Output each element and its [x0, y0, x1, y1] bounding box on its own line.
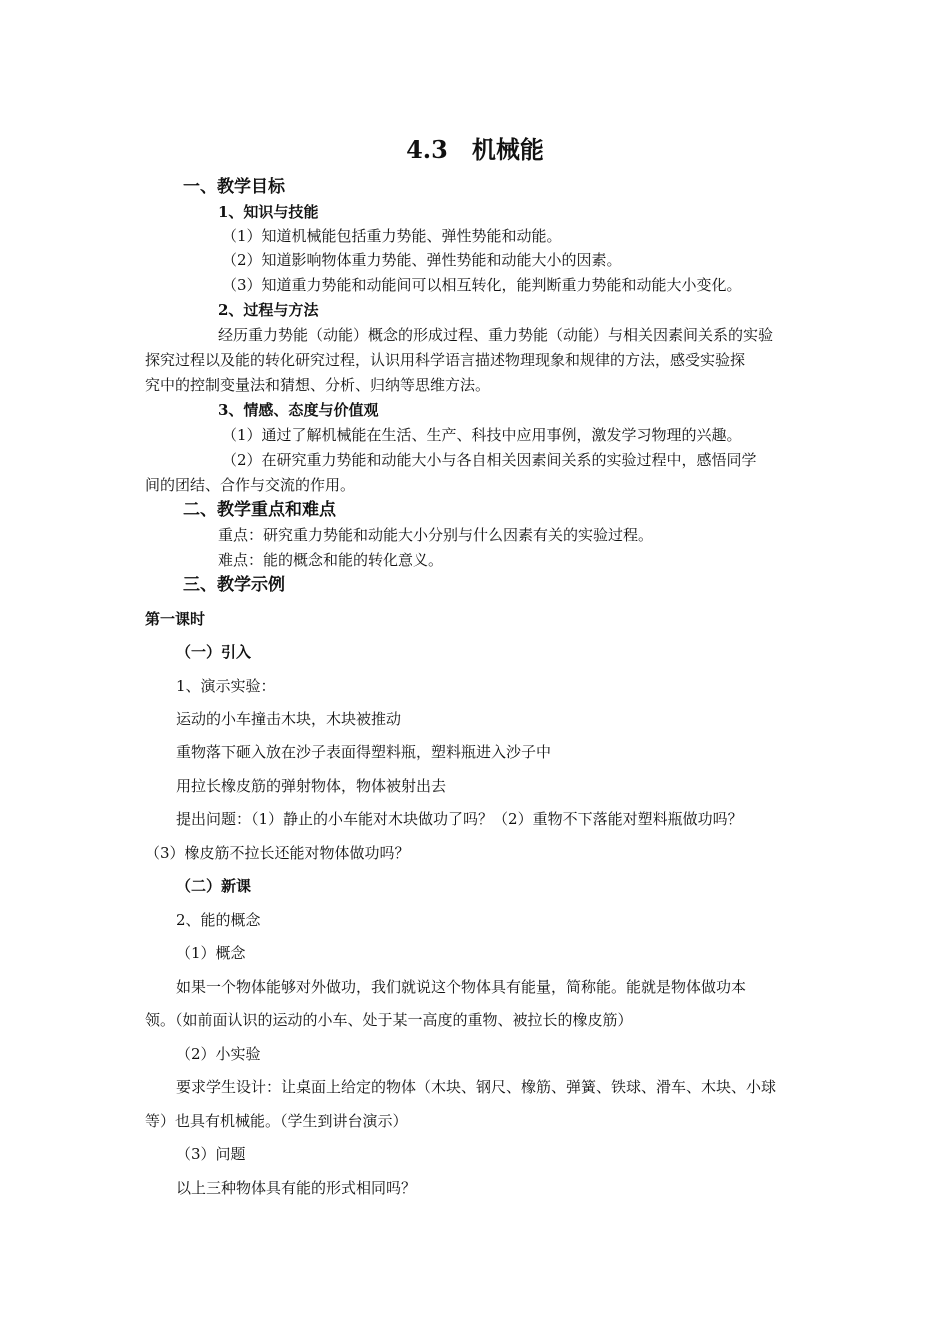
demo-item-1: 运动的小车撞击木块，木块被推动 [176, 710, 402, 728]
difficult-point: 难点：能的概念和能的转化意义。 [218, 551, 444, 569]
knowledge-item-3: （3）知道重力势能和动能间可以相互转化，能判断重力势能和动能大小变化。 [222, 276, 742, 294]
key-point: 重点：研究重力势能和动能大小分别与什么因素有关的实验过程。 [218, 526, 654, 544]
attitude-item-2-line-1: （2）在研究重力势能和动能大小与各自相关因素间关系的实验过程中，感悟同学 [222, 451, 757, 469]
process-paragraph-line-1: 经历重力势能（动能）概念的形成过程、重力势能（动能）与相关因素间关系的实验 [218, 326, 774, 344]
section-2-heading: 二、教学重点和难点 [183, 500, 336, 520]
page-title: 4.3 机械能 [406, 135, 544, 164]
demo-item-2: 重物落下砸入放在沙子表面得塑料瓶，塑料瓶进入沙子中 [176, 743, 552, 761]
demo-heading: 1、演示实验： [176, 677, 276, 695]
experiment-paragraph-line-1: 要求学生设计：让桌面上给定的物体（木块、钢尺、橡筋、弹簧、铁球、滑车、木块、小球 [176, 1078, 777, 1096]
attitude-item-2-line-2: 间的团结、合作与交流的作用。 [145, 476, 356, 494]
section-3-heading: 三、教学示例 [183, 575, 285, 595]
section-1-heading: 一、教学目标 [183, 177, 285, 197]
intro-heading: （一）引入 [176, 643, 252, 661]
knowledge-item-2: （2）知道影响物体重力势能、弹性势能和动能大小的因素。 [222, 251, 622, 269]
subsection-attitude-heading: 3、情感、态度与价值观 [218, 401, 379, 419]
subsection-process-heading: 2、过程与方法 [218, 301, 319, 319]
energy-concept-heading: 2、能的概念 [176, 911, 261, 929]
concept-paragraph-line-1: 如果一个物体能够对外做功，我们就说这个物体具有能量，简称能。能就是物体做功本 [176, 978, 747, 996]
process-paragraph-line-3: 究中的控制变量法和猜想、分析、归纳等思维方法。 [145, 376, 491, 394]
question-line-1: 提出问题：（1）静止的小车能对木块做功了吗？（2）重物不下落能对塑料瓶做功吗？ [176, 810, 743, 828]
question-paragraph: 以上三种物体具有能的形式相同吗？ [176, 1179, 417, 1197]
experiment-subheading: （2）小实验 [176, 1045, 261, 1063]
lesson-heading: 第一课时 [145, 610, 206, 628]
experiment-paragraph-line-2: 等）也具有机械能。（学生到讲台演示） [145, 1112, 408, 1130]
subsection-knowledge-heading: 1、知识与技能 [218, 203, 319, 221]
process-paragraph-line-2: 探究过程以及能的转化研究过程，认识用科学语言描述物理现象和规律的方法，感受实验探 [145, 351, 746, 369]
knowledge-item-1: （1）知道机械能包括重力势能、弹性势能和动能。 [222, 227, 562, 245]
question-subheading: （3）问题 [176, 1145, 246, 1163]
new-lesson-heading: （二）新课 [176, 877, 252, 895]
demo-item-3: 用拉长橡皮筋的弹射物体，物体被射出去 [176, 777, 447, 795]
attitude-item-1: （1）通过了解机械能在生活、生产、科技中应用事例，激发学习物理的兴趣。 [222, 426, 742, 444]
concept-subheading: （1）概念 [176, 944, 246, 962]
concept-paragraph-line-2: 领。（如前面认识的运动的小车、处于某一高度的重物、被拉长的橡皮筋） [145, 1011, 633, 1029]
question-line-2: （3）橡皮筋不拉长还能对物体做功吗？ [145, 844, 410, 862]
